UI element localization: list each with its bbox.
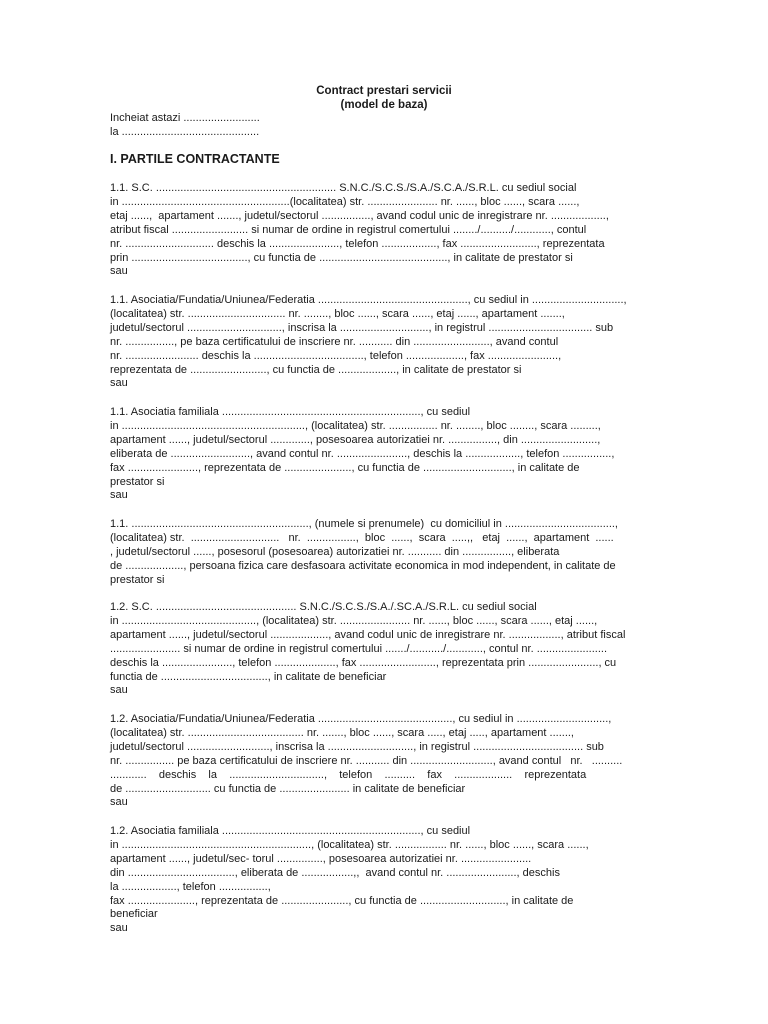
paragraph-line: prin ......................................, cu functia de .........................................., in calitate de prestator si xyxy=(110,251,573,264)
paragraph-line: fax ......................, reprezentata de ......................, cu functia de ............................, in calitate de xyxy=(110,894,574,907)
paragraph-line: nr. ................, pe baza certificatului de inscriere nr. ........... din ........................., avand contul xyxy=(110,335,559,348)
paragraph-line: etaj ......, apartament ......., judetul/sectorul ................, avand codul unic de inregistrare nr. .................., xyxy=(110,209,609,222)
paragraph-line: apartament ......, judetul/sec- torul ..............., posesoarea autorizatiei nr. ....................... xyxy=(110,852,532,865)
alternative-separator: sau xyxy=(110,922,128,935)
paragraph-line: fax ......................., reprezentata de ......................, cu functia de ............................., in calitate de xyxy=(110,461,580,474)
alternative-separator: sau xyxy=(110,796,128,809)
paragraph-line: judetul/sectorul ..........................., inscrisa la ............................, in registrul .................................... sub xyxy=(110,740,604,753)
paragraph-line: prestator si xyxy=(110,475,165,488)
paragraph-line: in ............................................................, (localitatea) str. ................ nr. ........, bloc ........, scara ........., xyxy=(110,419,601,432)
section-heading: I. PARTILE CONTRACTANTE xyxy=(110,152,280,166)
paragraph-line: eliberata de .........................., avand contul nr. ......................., deschis la .................., telefon ................, xyxy=(110,447,615,460)
paragraph-line: (localitatea) str. ............................. nr. ................, bloc ......, scara .....,, etaj ......, apartament ...... xyxy=(110,531,614,544)
paragraph-line: in ............................................, (localitatea) str. ....................... nr. ......, bloc ......, scara ......, etaj ......, xyxy=(110,614,598,627)
paragraph-line: reprezentata de ........................., cu functia de ..................., in calitate de prestator si xyxy=(110,363,522,376)
paragraph-line: nr. ........................ deschis la ...................................., telefon ..................., fax ......................., xyxy=(110,349,562,362)
paragraph-line: de ............................ cu functia de ....................... in calitate de beneficiar xyxy=(110,782,466,795)
paragraph-line: beneficiar xyxy=(110,908,158,921)
paragraph-line: nr. ............................. deschis la ......................., telefon .................., fax ........................., reprezentata xyxy=(110,237,605,250)
paragraph-line: 1.2. Asociatia familiala ................................................................., cu sediul xyxy=(110,825,471,837)
document-subtitle: (model de baza) xyxy=(340,99,428,111)
paragraph-line: (localitatea) str. ...................................... nr. ......., bloc ......, scara ....., etaj ....., apartament ......., xyxy=(110,726,574,739)
paragraph-line: prestator si xyxy=(110,573,165,586)
paragraph-line: la .................., telefon ................, xyxy=(110,880,271,893)
paragraph-line: judetul/sectorul ..............................., inscrisa la ............................., in registrul .................................. sub xyxy=(110,321,614,334)
paragraph-line: nr. ................ pe baza certificatului de inscriere nr. ........... din ..........................., avand contul nr. .......... xyxy=(110,754,623,767)
paragraph-line: 1.1. Asociatia/Fundatia/Uniunea/Federatia ................................................., cu sediul in .............................., xyxy=(110,294,627,306)
paragraph-line: in .......................................................(localitatea) str. ....................... nr. ......, bloc ......, scara ......, xyxy=(110,195,580,208)
alternative-separator: sau xyxy=(110,265,128,278)
alternative-separator: sau xyxy=(110,684,128,697)
intro-line: la ............................................. xyxy=(110,126,260,138)
paragraph-line: functia de ..................................., in calitate de beneficiar xyxy=(110,670,387,683)
paragraph-line: 1.2. Asociatia/Fundatia/Uniunea/Federatia ............................................, cu sediul in .............................., xyxy=(110,713,612,725)
paragraph-line: 1.1. .........................................................., (numele si prenumele) cu domiciliul in ...................................., xyxy=(110,518,618,530)
paragraph-line: din ..................................., eliberata de .................,, avand contul nr. ......................., deschis xyxy=(110,866,560,879)
document-title: Contract prestari servicii xyxy=(316,85,452,97)
paragraph-line: atribut fiscal ......................... si numar de ordine in registrul comertului ......../........../............, contul xyxy=(110,223,587,236)
paragraph-line: ....................... si numar de ordine in registrul comertului ......./.........../............, contul nr. ....................... xyxy=(110,642,607,655)
paragraph-line: ............ deschis la ..............................., telefon .......... fax ................... reprezentata xyxy=(110,768,587,781)
paragraph-line: de ..................., persoana fizica care desfasoara activitate economica in mod independent, in calitate de xyxy=(110,559,616,572)
paragraph-line: 1.2. S.C. .............................................. S.N.C./S.C.S./S.A./.SC.A./S.R.L. cu sediul social xyxy=(110,601,537,613)
paragraph-line: apartament ......, judetul/sectorul ............., posesoarea autorizatiei nr. ................, din ........................., xyxy=(110,433,601,446)
paragraph-line: apartament ......, judetul/sectorul ..................., avand codul unic de inregistrare nr. ................., atribut fiscal xyxy=(110,628,626,641)
paragraph-line: in .............................................................., (localitatea) str. ................. nr. ......, bloc ......, scara ......, xyxy=(110,838,589,851)
paragraph-line: deschis la ......................., telefon ...................., fax ........................., reprezentata prin ......................., cu xyxy=(110,656,617,669)
paragraph-line: 1.1. S.C. ........................................................... S.N.C./S.C.S./S.A./S.C.A./S.R.L. cu sediul social xyxy=(110,182,577,194)
paragraph-line: (localitatea) str. ................................ nr. ........, bloc ......, scara ......, etaj ......, apartament ......., xyxy=(110,307,565,320)
alternative-separator: sau xyxy=(110,377,128,390)
paragraph-line: 1.1. Asociatia familiala ................................................................., cu sediul xyxy=(110,406,471,418)
alternative-separator: sau xyxy=(110,489,128,502)
paragraph-line: , judetul/sectorul ......, posesorul (posesoarea) autorizatiei nr. ........... din ................, eliberata xyxy=(110,545,560,558)
intro-line: Incheiat astazi ......................... xyxy=(110,112,260,124)
